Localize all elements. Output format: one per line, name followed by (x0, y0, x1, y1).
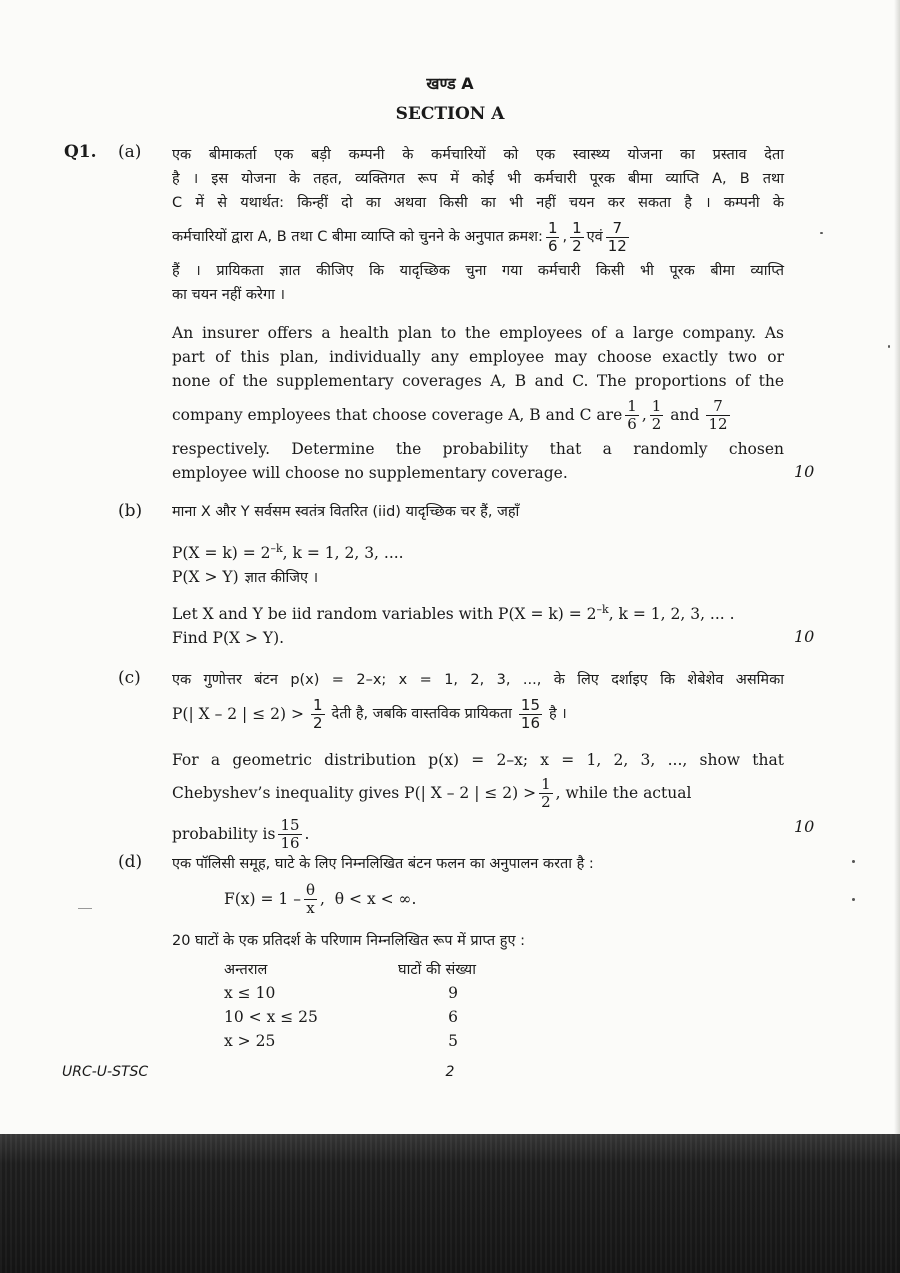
part-d-hindi-text (172, 852, 784, 876)
footer-paper-code: URC-U-STSC (62, 1064, 149, 1080)
part-b-hindi-line-1: माना X और Y सर्वसम स्वतंत्र वितरित (iid) यादृच्छिक चर हैं, जहाँ (172, 504, 520, 520)
part-a-english-line-1: An insurer offers a health plan to the employees of a large company. As (172, 324, 784, 342)
scan-speck (820, 232, 823, 234)
fraction-one-half-en: $\frac{1}{2}$ (651, 396, 662, 433)
hindi-and-word: एवं (586, 229, 603, 245)
part-a-english-line-4: company employees that choose coverage A, B and C are $\frac{1}{6}$ , $\frac{1}{2}$ and $\frac{7}{12}$ (172, 396, 728, 433)
part-a-english-text (172, 321, 784, 485)
part-a-english-proportions-text: company employees that choose coverage A, B and C are (172, 406, 623, 424)
scanner-background (0, 1134, 900, 1273)
fraction-fifteen-sixteenths-en: $\frac{15}{16}$ (280, 815, 300, 852)
part-c-label: (c) (118, 668, 141, 688)
table-header-count: घाटों की संख्या (398, 962, 476, 978)
part-d-hindi-line-1: एक पॉलिसी समूह, घाटे के लिए निम्नलिखित बंटन फलन का अनुपालन करता है : (172, 856, 594, 872)
fraction-theta-over-x: $\frac{\theta}{x}$ (305, 880, 316, 917)
part-a-english-line-6: employee will choose no supplementary coverage. (172, 464, 568, 482)
footer-page-number: 2 (445, 1064, 455, 1080)
part-b-label: (b) (118, 501, 143, 521)
part-c-english-line-3: probability is $\frac{15}{16}$ . (172, 815, 310, 852)
part-a-english-line-5: respectively. Determine the probability that a randomly chosen (172, 440, 784, 458)
part-b-formulas (172, 537, 784, 590)
fraction-fifteen-sixteenths-hi: $\frac{15}{16}$ (520, 695, 540, 732)
fraction-seven-twelfths: $\frac{7}{12}$ (607, 218, 627, 255)
table-row-2-interval: 10 < x ≤ 25 (224, 1008, 318, 1026)
part-b-english-line-2: Find P(X > Y). (172, 629, 285, 648)
english-and-word: and (670, 406, 700, 424)
question-number: Q1. (64, 142, 97, 162)
part-c-marks: 10 (794, 817, 815, 836)
part-b-marks: 10 (794, 627, 815, 646)
part-c-english-line-1: For a geometric distribution p(x) = 2–x; x = 1, 2, 3, ..., show that (172, 751, 784, 769)
part-d-hindi-line-2: 20 घाटों के एक प्रतिदर्श के परिणाम निम्नलिखित रूप में प्राप्त हुए : (172, 933, 525, 949)
part-a-hindi-line-6: का चयन नहीं करेगा । (172, 287, 285, 303)
part-b-english-line-1: Let X and Y be iid random variables with $P(X = k) = 2^{-k}$, k = 1, 2, 3, ... . (172, 603, 735, 624)
fraction-one-half: $\frac{1}{2}$ (572, 218, 582, 255)
part-a-label: (a) (118, 142, 142, 162)
table-row-2-count: 6 (448, 1008, 458, 1026)
part-a-hindi-line-1: एक बीमाकर्ता एक बड़ी कम्पनी के कर्मचारियों को एक स्वास्थ्य योजना का प्रस्ताव देता (172, 147, 784, 163)
fraction-half-en: $\frac{1}{2}$ (541, 774, 551, 811)
part-c-hindi-text (172, 668, 784, 736)
part-b-english-text (172, 598, 784, 650)
part-a-hindi-proportions-text: कर्मचारियों द्वारा A, B तथा C बीमा व्याप्ति को चुनने के अनुपात क्रमश: (172, 229, 543, 245)
fraction-half-hi: $\frac{1}{2}$ (312, 695, 323, 732)
part-c-hindi-line-2: P(| X – 2 | ≤ 2) > $\frac{1}{2}$ देती है, जबकि वास्तविक प्रायिकता $\frac{15}{16}$ है । (172, 695, 567, 732)
part-a-hindi-line-3: C में से यथार्थत: किन्हीं दो का अथवा किसी का भी नहीं चयन कर सकता है । कम्पनी के (172, 195, 784, 211)
part-a-marks: 10 (794, 462, 815, 481)
part-a-hindi-line-4: कर्मचारियों द्वारा A, B तथा C बीमा व्याप्ति को चुनने के अनुपात क्रमश: $\frac{1}{6}$ , $\frac{1}{2}$ एवं $\frac{7}{12}$ (172, 218, 627, 255)
part-a-hindi-line-2: है । इस योजना के तहत, व्यक्तिगत रूप में कोई भी कर्मचारी पूरक बीमा व्याप्ति A, B तथा (172, 171, 784, 187)
part-d-hindi-text-2 (172, 929, 784, 953)
part-a-english-line-2: part of this plan, individually any employee may choose exactly two or (172, 348, 784, 366)
part-a-hindi-text (172, 143, 784, 307)
part-c-hindi-line-1: एक गुणोत्तर बंटन p(x) = 2–x; x = 1, 2, 3, ..., के लिए दर्शाइए कि शेबेशेव असमिका (172, 672, 784, 688)
part-a-hindi-line-5: हैं । प्रायिकता ज्ञात कीजिए कि यादृच्छिक चुना गया कर्मचारी किसी भी पूरक बीमा व्याप्ति (172, 263, 784, 279)
scan-speck (852, 898, 855, 901)
table-row-3-interval: x > 25 (224, 1032, 276, 1050)
part-a-english-line-3: none of the supplementary coverages A, B and C. The proportions of the (172, 372, 784, 390)
section-heading-english: SECTION A (395, 104, 505, 124)
part-b-formula-pmf: $P(X = k) = 2^{-k}$, k = 1, 2, 3, .... (172, 542, 404, 563)
fraction-one-sixth-en: $\frac{1}{6}$ (627, 396, 637, 433)
fraction-one-sixth: $\frac{1}{6}$ (547, 218, 558, 255)
part-c-english-line-2: Chebyshev’s inequality gives P(| X – 2 | ≤ 2) > $\frac{1}{2}$ , while the actual (172, 774, 692, 811)
fraction-seven-twelfths-en: $\frac{7}{12}$ (708, 396, 728, 433)
table-row-1-interval: x ≤ 10 (224, 984, 276, 1002)
scan-speck (888, 345, 890, 348)
scan-speck (852, 860, 855, 863)
table-header-interval: अन्तराल (224, 962, 268, 978)
scan-mark (78, 908, 92, 909)
part-d-cdf-formula: F(x) = 1 – $\frac{\theta}{x}$ , θ < x < ∞. (224, 880, 417, 917)
section-heading-hindi: खण्ड A (426, 74, 474, 93)
part-b-formula-find: P(X > Y) ज्ञात कीजिए । (172, 568, 319, 587)
part-b-hindi-text (172, 500, 784, 524)
table-row-1-count: 9 (448, 984, 458, 1002)
table-row-3-count: 5 (448, 1032, 458, 1050)
part-c-english-text (172, 748, 784, 854)
part-d-label: (d) (118, 852, 143, 872)
